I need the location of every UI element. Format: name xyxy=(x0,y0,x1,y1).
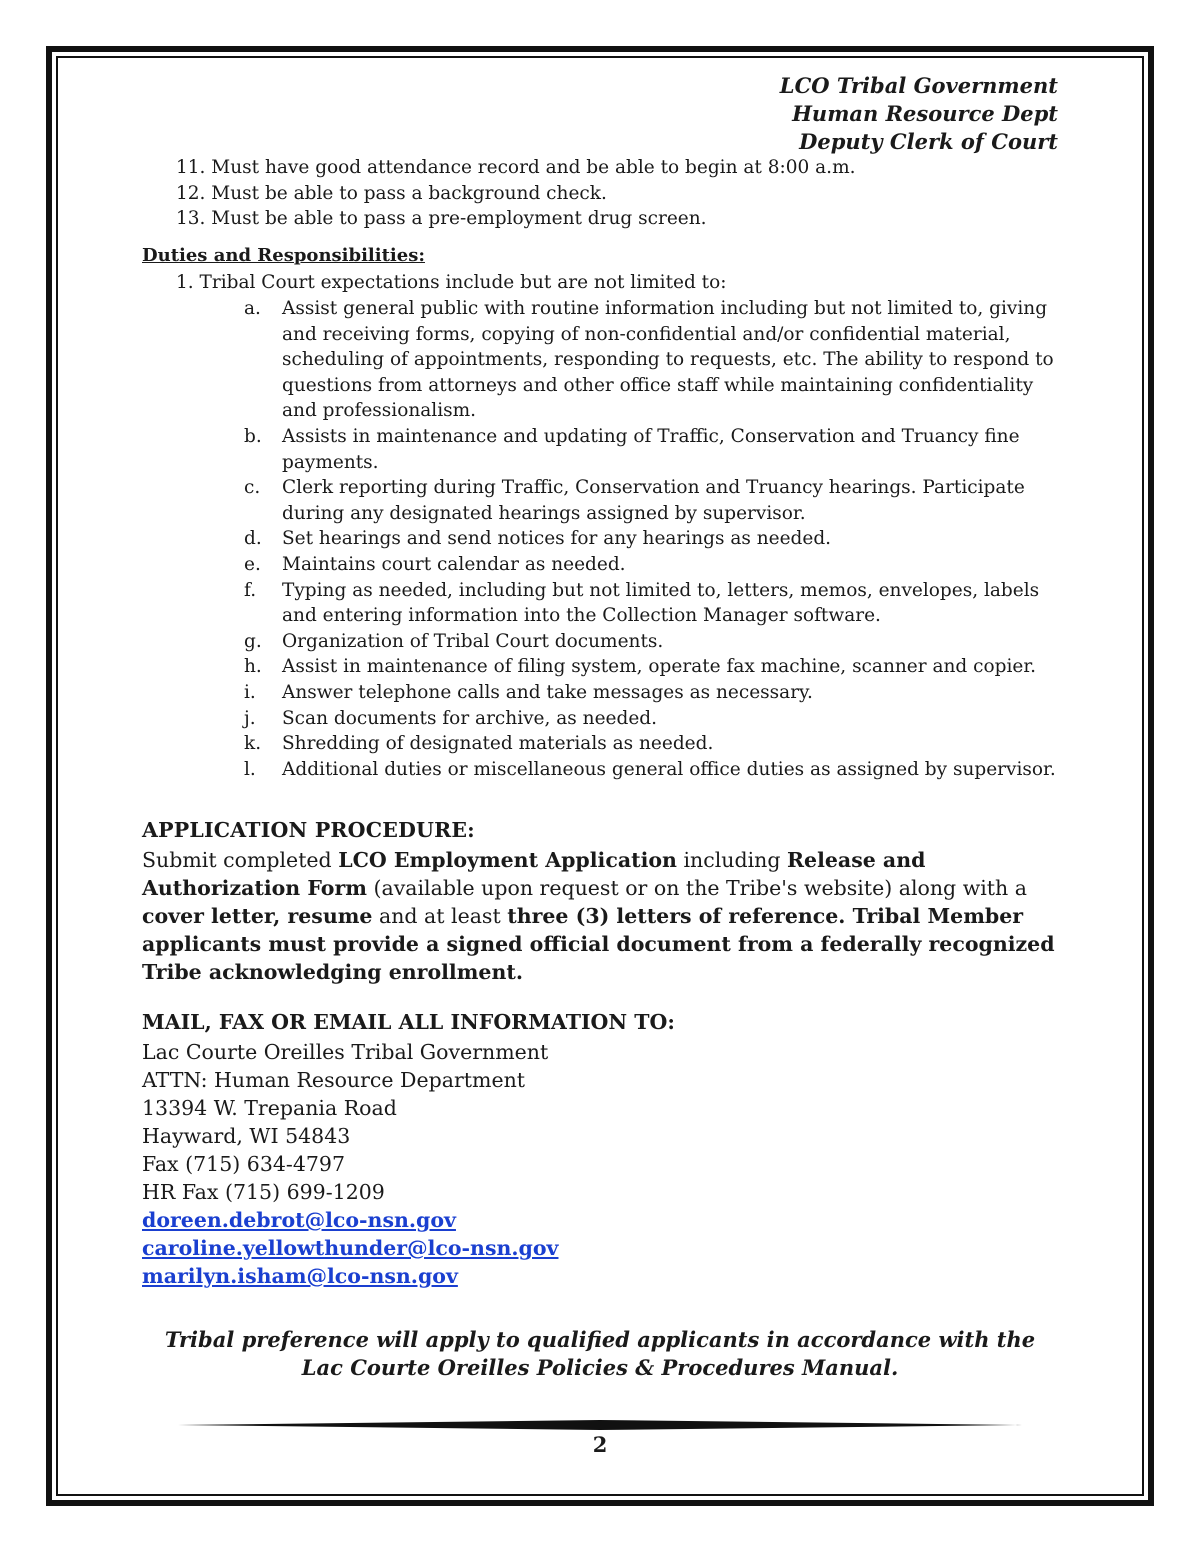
duty-subitem xyxy=(244,654,1064,680)
document-header xyxy=(780,72,1058,156)
duty-subitem-text: Clerk reporting during Traffic, Conservation and Truancy hearings. Participate during any designated hearings assigned by supervisor. xyxy=(282,477,1025,524)
duty-subitem xyxy=(244,629,1064,655)
duty-subitem xyxy=(244,578,1064,629)
duty-item-1: 1. Tribal Court expectations include but are not limited to: xyxy=(176,272,727,293)
duty-subitem xyxy=(244,731,1064,757)
text-run: Submit completed xyxy=(142,848,339,872)
email-link-caroline[interactable]: caroline.yellowthunder@lco-nsn.gov xyxy=(142,1236,559,1260)
email-link-doreen[interactable]: doreen.debrot@lco-nsn.gov xyxy=(142,1208,456,1232)
address-street: 13394 W. Trepania Road xyxy=(142,1096,397,1120)
list-marker: l. xyxy=(244,758,256,780)
application-procedure-text xyxy=(142,846,1072,986)
text-run: including xyxy=(676,848,787,872)
duty-subitem xyxy=(244,706,1064,732)
fax-number: Fax (715) 634-4797 xyxy=(142,1152,345,1176)
duty-subitem-list xyxy=(244,296,1064,782)
duty-subitem xyxy=(244,424,1064,475)
duty-subitem-text: Answer telephone calls and take messages as necessary. xyxy=(282,681,813,703)
preference-line-2: Lac Courte Oreilles Policies & Procedures Manual. xyxy=(301,1355,899,1380)
bold-run: Release and Authorization Form xyxy=(142,848,926,900)
duty-subitem-text: Assists in maintenance and updating of Traffic, Conservation and Truancy fine payments. xyxy=(282,425,1020,473)
duty-subitem-text: Scan documents for archive, as needed. xyxy=(282,707,657,729)
requirement-item: 11. Must have good attendance record and be able to begin at 8:00 a.m. xyxy=(176,157,856,178)
list-marker: c. xyxy=(244,477,261,499)
duty-subitem-text: Additional duties or miscellaneous general office duties as assigned by supervisor. xyxy=(282,758,1056,780)
duty-subitem xyxy=(244,757,1064,783)
preference-line-1: Tribal preference will apply to qualified applicants in accordance with the xyxy=(164,1327,1036,1352)
duty-subitem xyxy=(244,526,1064,552)
duties-heading: Duties and Responsibilities: xyxy=(142,245,425,266)
email-link-marilyn[interactable]: marilyn.isham@lco-nsn.gov xyxy=(142,1264,458,1288)
application-procedure-heading: APPLICATION PROCEDURE: xyxy=(142,818,475,842)
requirements-list xyxy=(176,155,856,232)
tribal-preference-note xyxy=(150,1326,1050,1382)
duty-subitem xyxy=(244,680,1064,706)
duty-subitem xyxy=(244,552,1064,578)
header-department: Human Resource Dept xyxy=(792,101,1058,126)
list-marker: e. xyxy=(244,553,261,575)
header-position: Deputy Clerk of Court xyxy=(799,129,1058,154)
list-marker: g. xyxy=(244,630,262,652)
duty-subitem-text: Assist general public with routine information including but not limited to, giving and receiving forms, copying of non-confidential and/or confidential material, scheduling of appointments, responding to requests, etc. The ability to respond to questions from attorneys and other office staff while maintaining confidentiality and professionalism. xyxy=(282,298,1054,422)
requirement-item: 12. Must be able to pass a background check. xyxy=(176,182,607,204)
list-marker: d. xyxy=(244,528,262,550)
list-marker: i. xyxy=(244,681,256,703)
list-marker: b. xyxy=(244,425,262,447)
address-city: Hayward, WI 54843 xyxy=(142,1124,351,1148)
bold-run: cover letter, resume xyxy=(142,904,373,928)
address-organization: Lac Courte Oreilles Tribal Government xyxy=(142,1040,549,1064)
duty-subitem-text: Maintains court calendar as needed. xyxy=(282,553,626,575)
list-marker: a. xyxy=(244,298,261,319)
list-marker: f. xyxy=(244,579,257,601)
duty-subitem-text: Organization of Tribal Court documents. xyxy=(282,630,664,652)
duty-subitem xyxy=(244,296,1064,424)
requirement-item: 13. Must be able to pass a pre-employment drug screen. xyxy=(176,208,707,229)
bold-run: three (3) letters of reference. Tribal Member applicants must provide a signed official document from a federally recognized Tribe acknowledging enrollment. xyxy=(142,904,1055,984)
duty-subitem-text: Shredding of designated materials as needed. xyxy=(282,733,714,755)
duty-subitem-text: Typing as needed, including but not limited to, letters, memos, envelopes, labels and entering information into the Collection Manager software. xyxy=(282,579,1040,627)
list-marker: j. xyxy=(244,707,256,729)
text-run: (available upon request or on the Tribe's website) along with a xyxy=(366,876,1027,900)
duty-subitem-text: Assist in maintenance of filing system, operate fax machine, scanner and copier. xyxy=(282,656,1037,678)
footer-divider xyxy=(178,1419,1022,1431)
mailing-address xyxy=(142,1038,558,1290)
list-marker: h. xyxy=(244,656,262,678)
address-attention: ATTN: Human Resource Department xyxy=(142,1068,526,1092)
bold-run: LCO Employment Application xyxy=(338,848,677,872)
header-organization: LCO Tribal Government xyxy=(779,73,1058,98)
page-number: 2 xyxy=(592,1432,608,1457)
duty-subitem xyxy=(244,475,1064,526)
duty-subitem-text: Set hearings and send notices for any hearings as needed. xyxy=(282,528,832,550)
text-run: and at least xyxy=(372,904,508,928)
list-marker: k. xyxy=(244,733,262,755)
mail-heading: MAIL, FAX OR EMAIL ALL INFORMATION TO: xyxy=(142,1010,675,1034)
hr-fax-number: HR Fax (715) 699-1209 xyxy=(142,1180,385,1204)
